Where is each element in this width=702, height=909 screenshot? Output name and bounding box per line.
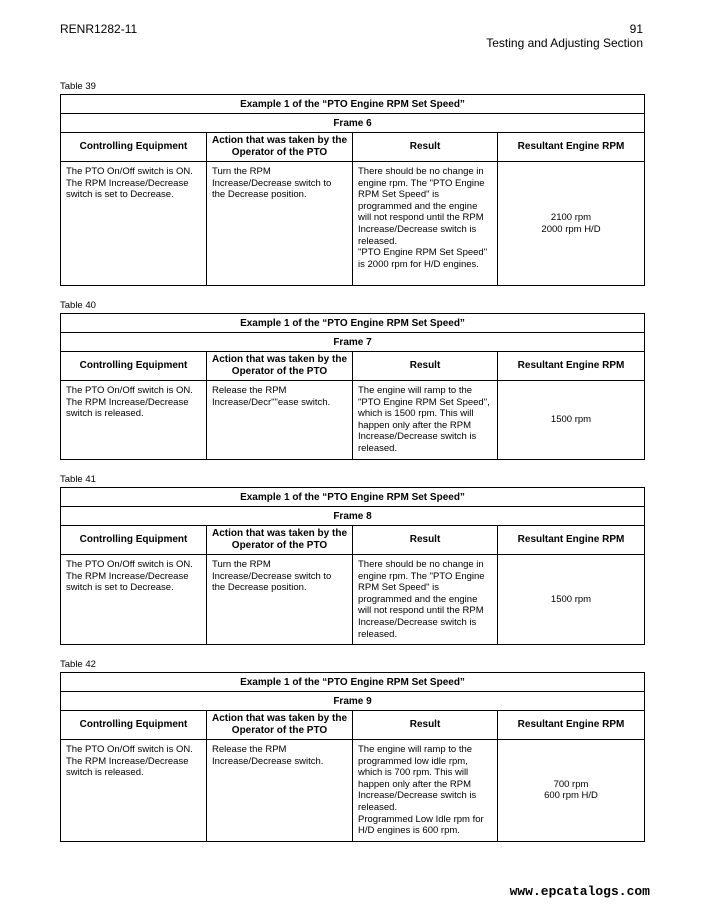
result-cell: The engine will ramp to the programmed low idle rpm, which is 700 rpm. This will happen only after the RPM Increase/Decrease switch is released. Programmed Low Idle rpm for H/D engines is 600 rpm. [353, 740, 498, 842]
document-id: RENR1282-11 [60, 22, 138, 36]
controlling-cell: The PTO On/Off switch is ON. The RPM Increase/Decrease switch is released. [61, 740, 207, 842]
frame-label: Frame 8 [61, 507, 645, 526]
column-header-controlling: Controlling Equipment [61, 526, 207, 555]
column-header-rpm: Resultant Engine RPM [498, 711, 645, 740]
column-header-action: Action that was taken by the Operator of the PTO [207, 711, 353, 740]
spec-table [60, 94, 645, 286]
action-cell: Release the RPM Increase/Decrease switch. [207, 740, 353, 842]
rpm-cell: 1500 rpm [498, 555, 645, 645]
frame-label: Frame 7 [61, 333, 645, 352]
page-header [486, 22, 643, 50]
table-caption: Table 39 [60, 81, 96, 92]
column-header-action: Action that was taken by the Operator of the PTO [207, 352, 353, 381]
rpm-cell: 700 rpm 600 rpm H/D [498, 740, 645, 842]
rpm-cell: 2100 rpm 2000 rpm H/D [498, 162, 645, 286]
footer-watermark: www.epcatalogs.com [509, 884, 650, 899]
table-title: Example 1 of the “PTO Engine RPM Set Speed” [61, 673, 645, 692]
column-header-rpm: Resultant Engine RPM [498, 352, 645, 381]
result-cell: There should be no change in engine rpm. The "PTO Engine RPM Set Speed" is programmed and the engine will not respond until the RPM Increase/Decrease switch is released. "PTO Engine RPM Set Speed" is 2000 rpm for H/D engines. [353, 162, 498, 286]
page-number: 91 [629, 22, 643, 36]
frame-label: Frame 6 [61, 114, 645, 133]
column-header-rpm: Resultant Engine RPM [498, 133, 645, 162]
action-cell: Release the RPM Increase/Decr""ease switch. [207, 381, 353, 460]
column-header-action: Action that was taken by the Operator of the PTO [207, 526, 353, 555]
frame-label: Frame 9 [61, 692, 645, 711]
column-header-result: Result [353, 133, 498, 162]
column-header-result: Result [353, 352, 498, 381]
table-caption: Table 41 [60, 474, 96, 485]
controlling-cell: The PTO On/Off switch is ON. The RPM Increase/Decrease switch is released. [61, 381, 207, 460]
column-header-rpm: Resultant Engine RPM [498, 526, 645, 555]
table-title: Example 1 of the “PTO Engine RPM Set Speed” [61, 314, 645, 333]
rpm-cell: 1500 rpm [498, 381, 645, 460]
table-title: Example 1 of the “PTO Engine RPM Set Speed” [61, 95, 645, 114]
column-header-action: Action that was taken by the Operator of the PTO [207, 133, 353, 162]
action-cell: Turn the RPM Increase/Decrease switch to the Decrease position. [207, 555, 353, 645]
column-header-result: Result [353, 526, 498, 555]
controlling-cell: The PTO On/Off switch is ON. The RPM Increase/Decrease switch is set to Decrease. [61, 162, 207, 286]
column-header-controlling: Controlling Equipment [61, 352, 207, 381]
result-cell: The engine will ramp to the "PTO Engine RPM Set Speed", which is 1500 rpm. This will happen only after the RPM Increase/Decrease switch is released. [353, 381, 498, 460]
spec-table [60, 487, 645, 645]
table-caption: Table 42 [60, 659, 96, 670]
table-caption: Table 40 [60, 300, 96, 311]
column-header-result: Result [353, 711, 498, 740]
section-title: Testing and Adjusting Section [486, 36, 643, 50]
table-title: Example 1 of the “PTO Engine RPM Set Speed” [61, 488, 645, 507]
result-cell: There should be no change in engine rpm. The "PTO Engine RPM Set Speed" is programmed and the engine will not respond until the RPM Increase/Decrease switch is released. [353, 555, 498, 645]
action-cell: Turn the RPM Increase/Decrease switch to the Decrease position. [207, 162, 353, 286]
spec-table [60, 313, 645, 460]
spec-table [60, 672, 645, 842]
controlling-cell: The PTO On/Off switch is ON. The RPM Increase/Decrease switch is set to Decrease. [61, 555, 207, 645]
column-header-controlling: Controlling Equipment [61, 711, 207, 740]
column-header-controlling: Controlling Equipment [61, 133, 207, 162]
